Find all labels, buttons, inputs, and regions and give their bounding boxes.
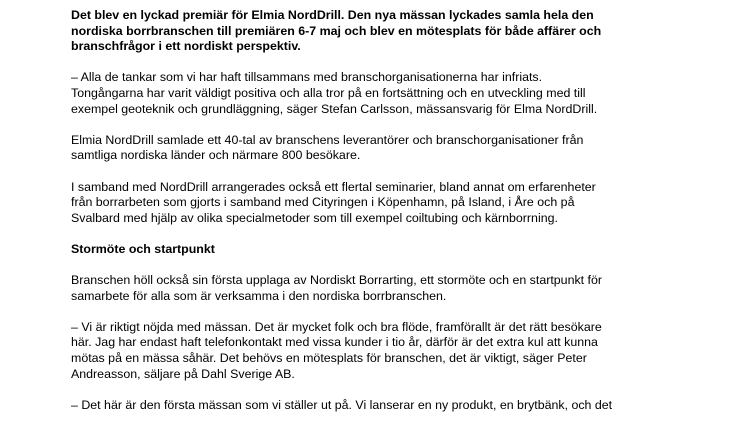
- lead-paragraph: Det blev en lyckad premiär för Elmia NordDrill. Den nya mässan lyckades samla hela den nordiska borrbranschen till premiären 6-7 maj och blev en mötesplats för både affärer och branschfrågor i ett nordiskt perspektiv.: [71, 8, 602, 54]
- section-heading: Stormöte och startpunkt: [71, 241, 215, 256]
- body-paragraph-5: – Vi är riktigt nöjda med mässan. Det är mycket folk och bra flöde, framförallt är det rätt besökare här. Jag har endast haft telefonkontakt med vissa kunder i tio år, därför är det extra kul att kunna mötas på en mässa såhär. Det behövs en mötesplats för branschen, det är viktigt, säger Peter Andreasson, säljare på Dahl Sverige AB.: [71, 319, 602, 381]
- body-paragraph-3: I samband med NordDrill arrangerades också ett flertal seminarier, bland annat om erfarenheter från borrarbeten som gjorts i samband med Cityringen i Köpenhamn, på Island, i Åre och på Svalbard med hjälp av olika specialmetoder som till exempel coiltubing och kärnborrning.: [71, 179, 596, 225]
- document-body: [71, 8, 711, 429]
- body-paragraph-6: – Det här är den första mässan som vi ställer ut på. Vi lanserar en ny produkt, en brytbänk, och det: [71, 397, 613, 412]
- body-paragraph-2: Elmia NordDrill samlade ett 40-tal av branschens leverantörer och branschorganisationer från samtliga nordiska länder och närmare 800 besökare.: [71, 132, 584, 163]
- body-paragraph-1: – Alla de tankar som vi har haft tillsammans med branschorganisationerna har infriats. Tongångarna har varit väldigt positiva och alla tror på en fortsättning och en utveckling med till exempel geoteknik och grundläggning, säger Stefan Carlsson, mässansvarig för Elma NordDrill.: [71, 70, 598, 116]
- body-paragraph-4: Branschen höll också sin första upplaga av Nordiskt Borrarting, ett stormöte och en startpunkt för samarbete för alla som är verksamma i den nordiska borrbranschen.: [71, 273, 602, 303]
